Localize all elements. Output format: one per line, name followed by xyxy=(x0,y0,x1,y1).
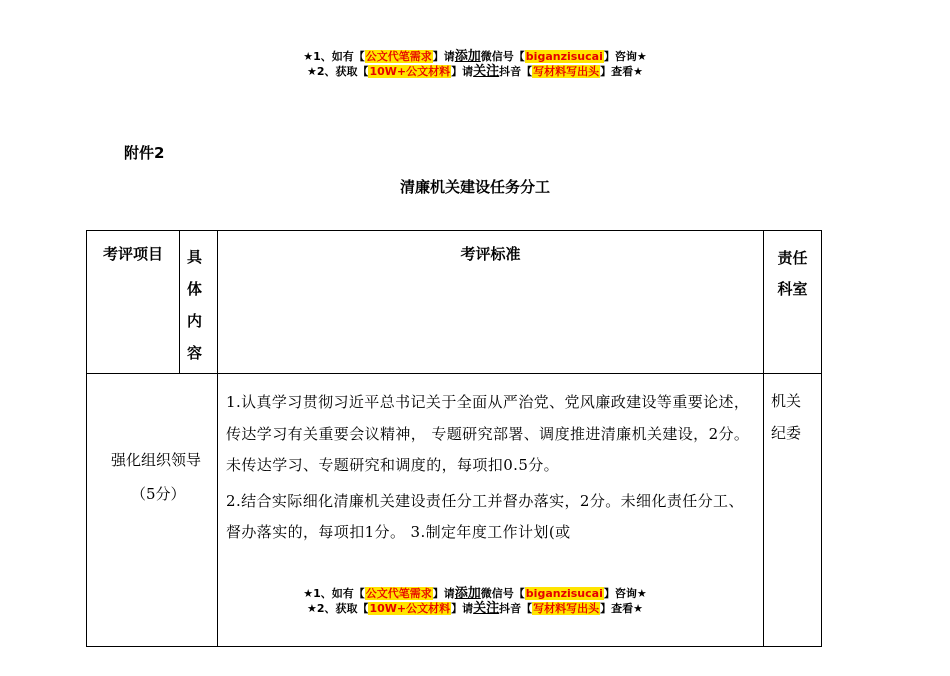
promo-text: 】请 xyxy=(451,65,474,78)
promo-highlight: 公文代笔需求 xyxy=(365,50,432,63)
promo-text: 】咨询★ xyxy=(603,587,647,600)
header-char: 体 xyxy=(187,280,203,298)
promo-text: 】查看★ xyxy=(600,65,644,78)
promo-emphasis: 关注 xyxy=(473,601,500,616)
promo-highlight: 写材料写出头 xyxy=(533,65,600,78)
header-dept-line: 科室 xyxy=(777,280,808,298)
dept-line: 纪委 xyxy=(771,424,802,442)
promo-highlight: biganzisucai xyxy=(525,50,603,63)
promo-text: 】咨询★ xyxy=(603,50,647,63)
promo-emphasis: 添加 xyxy=(454,586,481,601)
promo-text: 微信号【 xyxy=(480,50,525,63)
header-char: 具 xyxy=(187,248,203,266)
promo-line-1 xyxy=(0,49,950,64)
promo-emphasis: 添加 xyxy=(454,49,481,64)
row-item-score: （5分） xyxy=(131,485,186,503)
document-title: 清廉机关建设任务分工 xyxy=(399,178,550,196)
header-item: 考评项目 xyxy=(87,231,180,374)
header-standard: 考评标准 xyxy=(218,231,764,374)
standard-paragraph: 2.结合实际细化清廉机关建设责任分工并督办落实，2分。未细化责任分工、督办落实的，每项扣1分。 3.制定年度工作计划(或 xyxy=(226,491,744,541)
promo-text: ★2、获取【 xyxy=(306,65,369,78)
table-header-row xyxy=(87,231,822,374)
promo-highlight: 10W+公文材料 xyxy=(369,65,451,78)
promo-text: 】查看★ xyxy=(600,602,644,615)
task-table xyxy=(86,230,822,647)
promo-text: ★1、如有【 xyxy=(303,587,365,600)
top-promo-banner xyxy=(0,49,950,79)
promo-text: ★1、如有【 xyxy=(303,50,365,63)
standard-paragraph: 1.认真学习贯彻习近平总书记关于全面从严治党、党风廉政建设等重要论述，传达学习有关重要会议精神， 专题研究部署、调度推进清廉机关建设，2分。未传达学习、专题研究和调度的，每项扣0.5分。 xyxy=(226,393,750,474)
promo-line-2 xyxy=(0,601,950,616)
promo-line-2 xyxy=(0,64,950,79)
promo-highlight: biganzisucai xyxy=(525,587,603,600)
promo-highlight: 10W+公文材料 xyxy=(369,602,451,615)
promo-highlight: 写材料写出头 xyxy=(533,602,600,615)
promo-text: 抖音【 xyxy=(499,602,533,615)
header-department xyxy=(764,231,822,374)
promo-text: 抖音【 xyxy=(499,65,533,78)
promo-text: ★2、获取【 xyxy=(306,602,369,615)
dept-line: 机关 xyxy=(771,392,802,410)
header-content xyxy=(180,231,218,374)
header-char: 容 xyxy=(187,344,203,362)
promo-text: 】请 xyxy=(451,602,474,615)
promo-text: 】请 xyxy=(432,587,455,600)
header-char: 内 xyxy=(187,312,203,330)
row-item-name: 强化组织领导 xyxy=(111,451,202,469)
header-dept-line: 责任 xyxy=(777,249,808,267)
promo-emphasis: 关注 xyxy=(473,64,500,79)
promo-text: 微信号【 xyxy=(480,587,525,600)
attachment-label: 附件2 xyxy=(124,144,165,162)
promo-text: 】请 xyxy=(432,50,455,63)
promo-line-1 xyxy=(0,586,950,601)
bottom-promo-banner xyxy=(0,586,950,616)
promo-highlight: 公文代笔需求 xyxy=(365,587,432,600)
